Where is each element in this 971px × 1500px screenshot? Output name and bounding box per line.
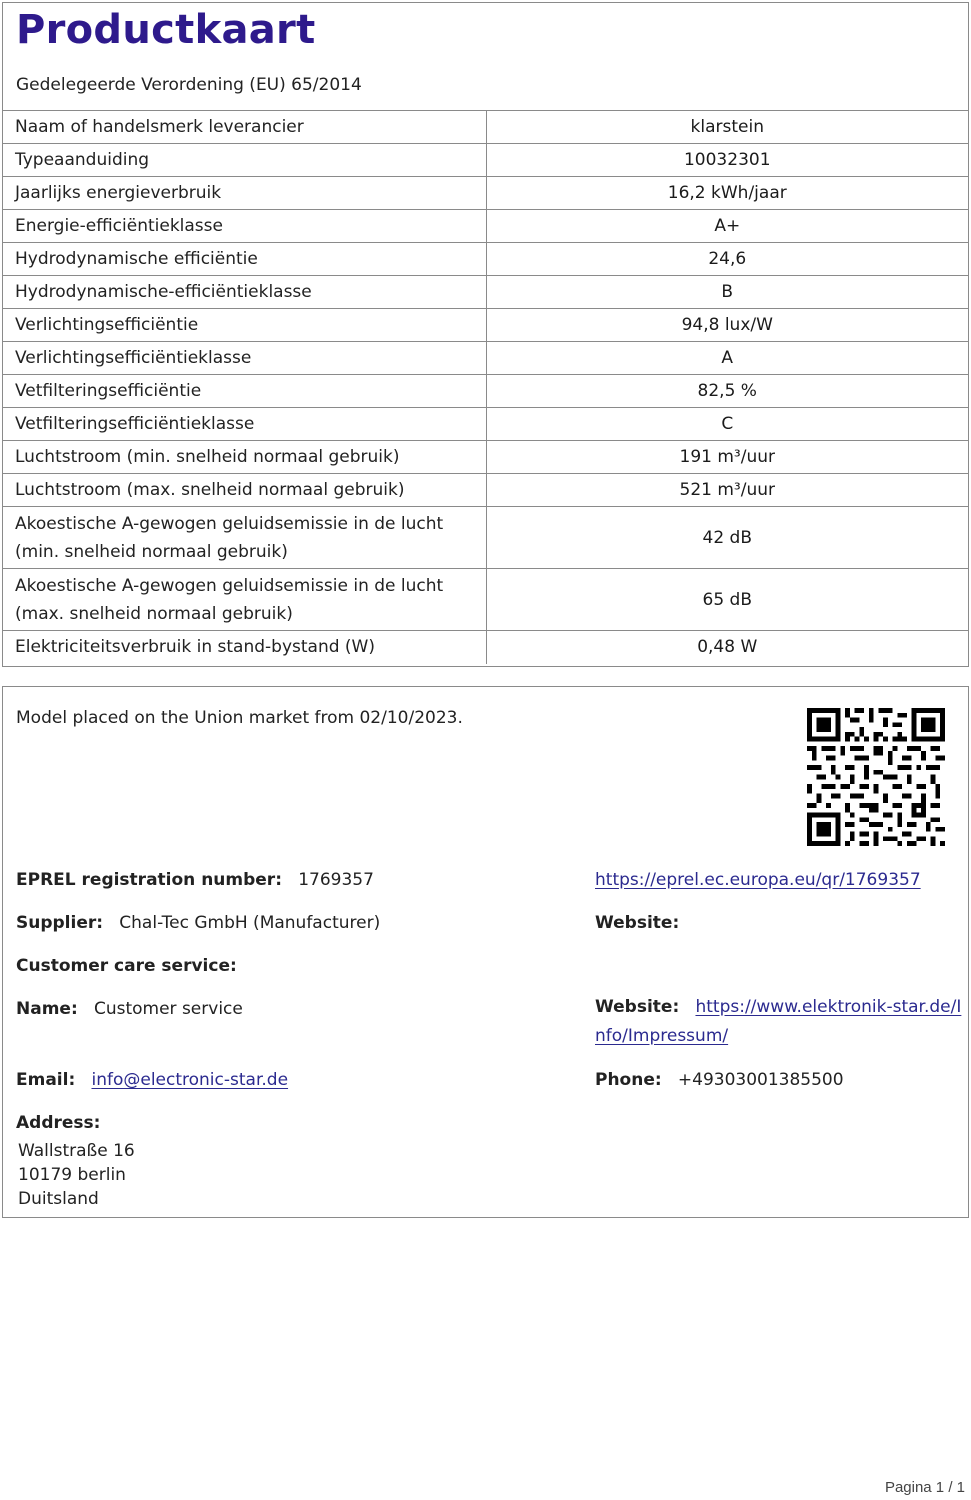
address-city: 10179 berlin	[18, 1165, 126, 1185]
table-row	[3, 144, 968, 177]
eprel-link-row	[595, 870, 921, 890]
spec-value: C	[486, 408, 968, 441]
table-row	[3, 474, 968, 507]
spec-table	[3, 110, 968, 664]
address-street: Wallstraße 16	[18, 1141, 135, 1161]
page-title: Productkaart	[16, 7, 316, 53]
spec-value: klarstein	[486, 111, 968, 144]
eprel-number: 1769357	[298, 870, 374, 890]
supplier-row	[16, 913, 380, 933]
spec-label: Vetfilteringsefficiëntieklasse	[3, 408, 486, 441]
spec-value: 24,6	[486, 243, 968, 276]
address-country: Duitsland	[18, 1189, 99, 1209]
table-row	[3, 342, 968, 375]
spec-value: 0,48 W	[486, 631, 968, 664]
spec-label: Luchtstroom (max. snelheid normaal gebruik)	[3, 474, 486, 507]
eprel-link[interactable]: https://eprel.ec.europa.eu/qr/1769357	[595, 870, 921, 890]
product-card	[2, 2, 969, 667]
table-row	[3, 569, 968, 631]
spec-value: 65 dB	[486, 569, 968, 631]
name-row	[16, 999, 243, 1019]
table-row	[3, 177, 968, 210]
address-heading	[16, 1113, 100, 1133]
spec-value: 82,5 %	[486, 375, 968, 408]
spec-label: Hydrodynamische-efficiëntieklasse	[3, 276, 486, 309]
customer-care-heading	[16, 956, 237, 976]
spec-label: Energie-efficiëntieklasse	[3, 210, 486, 243]
spec-label: Typeaanduiding	[3, 144, 486, 177]
spec-label: Elektriciteitsverbruik in stand-bystand (W)	[3, 631, 486, 664]
table-row	[3, 375, 968, 408]
table-row	[3, 309, 968, 342]
name-value: Customer service	[93, 999, 243, 1019]
spec-label: Luchtstroom (min. snelheid normaal gebruik)	[3, 441, 486, 474]
supplier-label: Supplier:	[16, 913, 104, 933]
spec-value: 191 m³/uur	[486, 441, 968, 474]
spec-value: 16,2 kWh/jaar	[486, 177, 968, 210]
customer-care-label: Customer care service:	[16, 956, 237, 976]
name-label: Name:	[16, 999, 78, 1019]
spec-label: Verlichtingsefficiëntie	[3, 309, 486, 342]
email-label: Email:	[16, 1070, 76, 1090]
email-link[interactable]: info@electronic-star.de	[91, 1070, 289, 1090]
eprel-registration	[16, 870, 374, 890]
table-row	[3, 210, 968, 243]
cc-website-label: Website:	[595, 997, 680, 1017]
spec-value: A+	[486, 210, 968, 243]
spec-label: Akoestische A-gewogen geluidsemissie in de lucht (max. snelheid normaal gebruik)	[3, 569, 486, 631]
spec-value: 10032301	[486, 144, 968, 177]
phone-label: Phone:	[595, 1070, 662, 1090]
email-row	[16, 1070, 288, 1090]
table-row	[3, 631, 968, 664]
table-row	[3, 507, 968, 569]
spec-value: 42 dB	[486, 507, 968, 569]
website-label: Website:	[595, 913, 680, 933]
regulation-subtitle: Gedelegeerde Verordening (EU) 65/2014	[16, 75, 362, 95]
spec-label: Vetfilteringsefficiëntie	[3, 375, 486, 408]
table-row	[3, 441, 968, 474]
supplier-info-card	[2, 686, 969, 1218]
phone-row	[595, 1070, 844, 1090]
spec-label: Akoestische A-gewogen geluidsemissie in de lucht (min. snelheid normaal gebruik)	[3, 507, 486, 569]
spec-label: Hydrodynamische efficiëntie	[3, 243, 486, 276]
table-row	[3, 408, 968, 441]
address-block	[18, 1139, 135, 1211]
qr-code-icon[interactable]	[807, 707, 945, 847]
spec-value: A	[486, 342, 968, 375]
cc-website-link-line2[interactable]: nfo/Impressum/	[595, 1026, 729, 1046]
table-row	[3, 111, 968, 144]
spec-label: Jaarlijks energieverbruik	[3, 177, 486, 210]
spec-label: Verlichtingsefficiëntieklasse	[3, 342, 486, 375]
spec-value: 521 m³/uur	[486, 474, 968, 507]
supplier-value: Chal-Tec GmbH (Manufacturer)	[119, 913, 381, 933]
market-date-text: Model placed on the Union market from 02/10/2023.	[16, 708, 463, 728]
address-label: Address:	[16, 1113, 101, 1133]
cc-website-row	[595, 993, 961, 1051]
table-row	[3, 276, 968, 309]
eprel-label: EPREL registration number:	[16, 870, 282, 890]
spec-label: Naam of handelsmerk leverancier	[3, 111, 486, 144]
phone-value: +49303001385500	[677, 1070, 844, 1090]
table-row	[3, 243, 968, 276]
spec-value: B	[486, 276, 968, 309]
website-row	[595, 913, 679, 933]
cc-website-link-line1[interactable]: https://www.elektronik-star.de/I	[695, 997, 962, 1017]
spec-value: 94,8 lux/W	[486, 309, 968, 342]
page-number: Pagina 1 / 1	[884, 1479, 965, 1496]
